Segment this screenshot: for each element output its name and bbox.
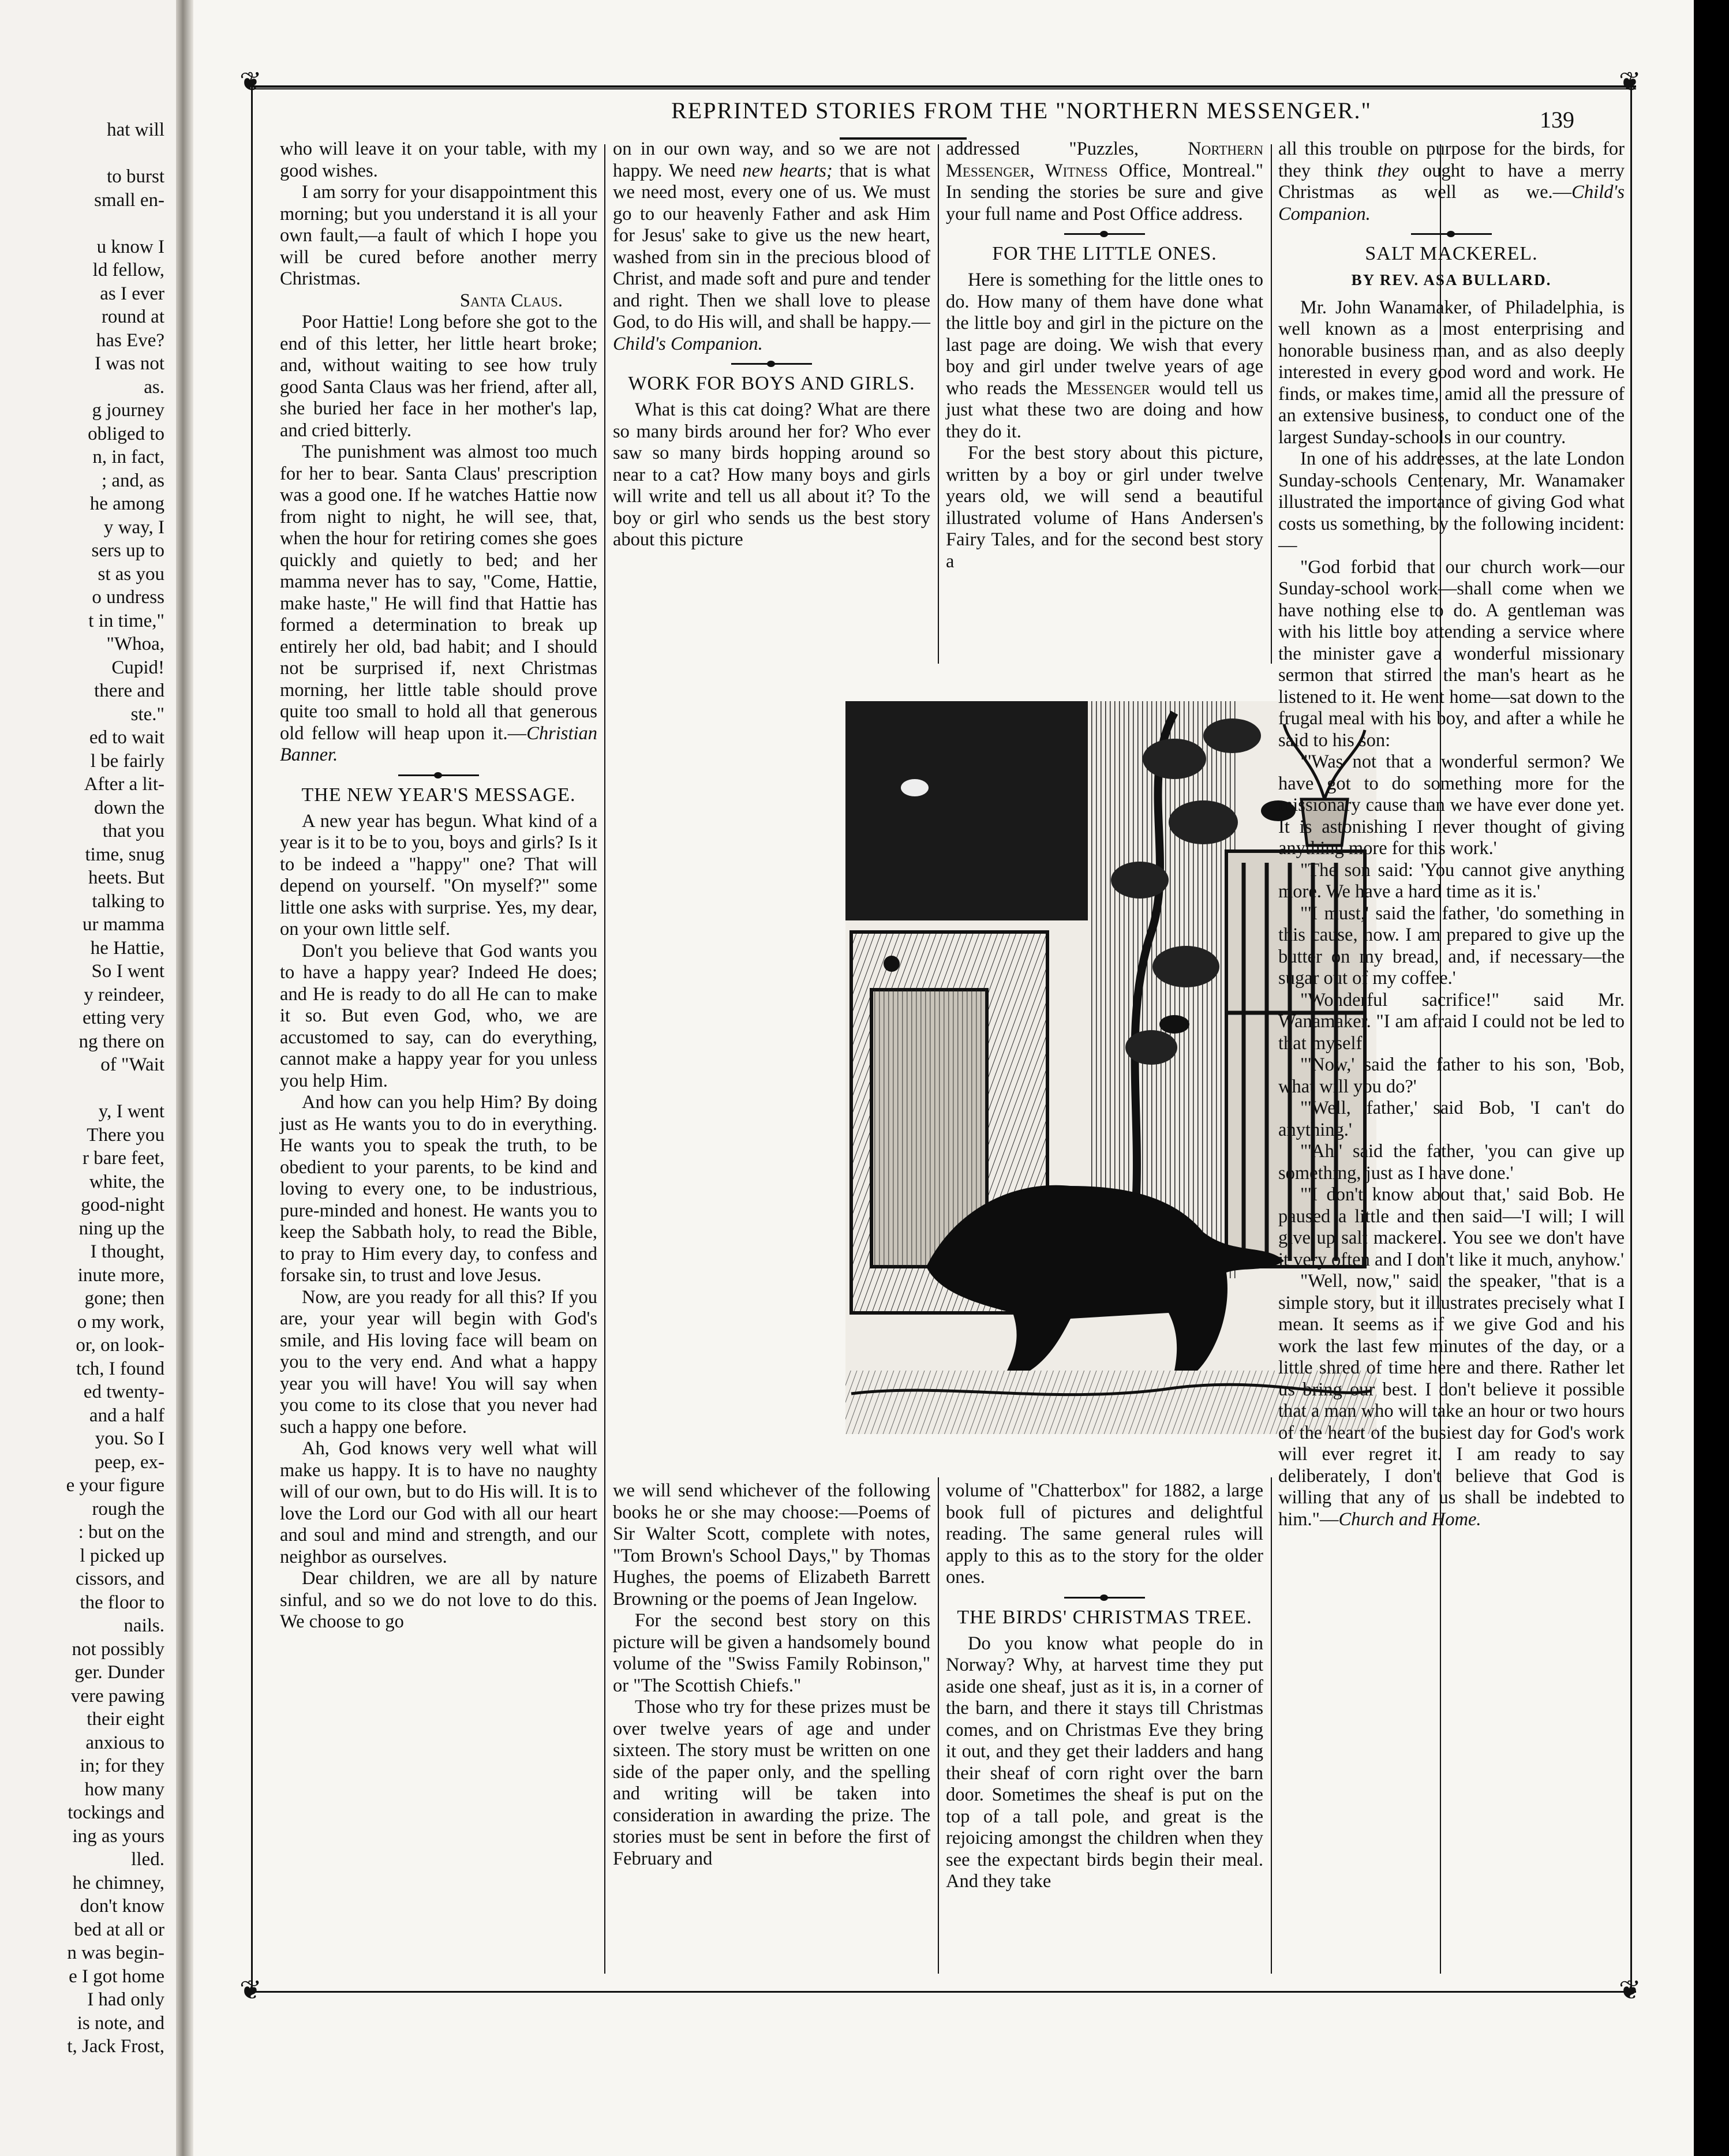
edge-line: Cupid! <box>111 657 164 678</box>
edge-line: y way, I <box>103 516 164 538</box>
paragraph: "'I don't know about that,' said Bob. He paused a little and then said—'I will; I will give up salt mackerel. You see we don't have it very often and I don't like it much, anyhow.' <box>1278 1184 1625 1270</box>
edge-line: ed twenty- <box>83 1382 164 1402</box>
right-border-line <box>1630 85 1632 1993</box>
edge-line: g journey <box>92 400 164 421</box>
small-caps-text: Northern Messenger, Witness <box>946 139 1263 181</box>
scan-border <box>1694 0 1729 2156</box>
edge-line: is note, and <box>77 2012 164 2034</box>
edge-line: u know I <box>96 236 164 257</box>
paragraph: In one of his addresses, at the late London Sunday-schools Centenary, Mr. Wanamaker illustrated the importance of giving God what costs us something, by the following incident:— <box>1278 448 1625 556</box>
section-rule <box>731 363 812 365</box>
paragraph: Do you know what people do in Norway? Why, at harvest time they put aside one sheaf, just as it is, in a corner of the barn, and there it stays till Christmas comes, and on Christmas Eve they bring it out, and they get their ladders and hang their sheaf of corn right over the barn door. Sometimes the sheaf is put on the top of a tall pole, and great is the rejoicing amongst the children when they see the expectant birds begin their meal. And they take <box>946 1633 1263 1892</box>
edge-line: that you <box>102 821 164 841</box>
column-3-bottom <box>946 1480 1263 1893</box>
edge-line: talking to <box>92 890 164 912</box>
edge-line: y, I went <box>98 1101 164 1122</box>
edge-line: st as you <box>98 563 164 585</box>
paragraph: "'Now,' said the father to his son, 'Bob, what will you do?' <box>1278 1054 1625 1097</box>
paragraph-text: Office, Montreal." In sending the stories be sure and give your full name and Post Office address. <box>946 160 1263 224</box>
section-rule <box>1064 233 1145 235</box>
paragraph: Poor Hattie! Long before she got to the end of this letter, her little heart broke; and, without waiting to see how truly good Santa Claus was her friend, after all, she buried her face in her mother's lap, and cried bitterly. <box>280 312 597 441</box>
article-heading: THE BIRDS' CHRISTMAS TREE. <box>957 1606 1252 1628</box>
small-caps-text: Messenger <box>1066 377 1150 399</box>
edge-line: as. <box>144 376 164 398</box>
edge-line: their eight <box>87 1709 164 1730</box>
previous-page-text-fragments <box>0 118 164 2058</box>
edge-line: e your figure <box>66 1475 164 1496</box>
top-border-line <box>251 85 1636 88</box>
edge-line: l be fairly <box>90 750 164 772</box>
section-rule <box>398 774 479 776</box>
edge-line: he chimney, <box>72 1872 164 1893</box>
column-rule <box>1271 144 1272 664</box>
edge-line: bed at all or <box>74 1919 164 1940</box>
paragraph: Dear children, we are all by nature sinful, and so we do not love to do this. We choose to go <box>280 1568 597 1632</box>
edge-line: I thought, <box>90 1241 164 1262</box>
edge-line <box>0 212 164 235</box>
edge-line: l picked up <box>80 1545 164 1566</box>
edge-line: the floor to <box>80 1592 164 1613</box>
paragraph: "The son said: 'You cannot give anything more. We have a hard time as it is.' <box>1278 859 1625 902</box>
edge-line: good-night <box>81 1195 164 1215</box>
column-rule <box>1271 1477 1272 1974</box>
edge-line: not possibly <box>72 1638 164 1660</box>
paragraph: Now, are you ready for all this? If you are, your year will begin with God's smile, and His loving face will beam on you to the very end. And what a happy year you will have! You will say when you come to its close that you never had such a happy one before. <box>280 1286 597 1438</box>
edge-line: don't know <box>80 1896 164 1917</box>
page-number: 139 <box>1540 107 1574 133</box>
paragraph <box>1278 139 1625 225</box>
paragraph: What is this cat doing? What are there so many birds around her for? Who ever saw so many birds hopping around so near to a cat? How many boys and girls will write and tell us all about it? To the boy or girl who sends us the best story about this picture <box>613 399 930 550</box>
paragraph-text: on in our own way, and so we are not happy. We need <box>613 139 930 181</box>
edge-line: to burst <box>107 166 164 187</box>
page-fold <box>176 0 193 2156</box>
edge-line: peep, ex- <box>95 1451 164 1473</box>
edge-line: as I ever <box>100 283 164 304</box>
edge-line: So I went <box>91 961 164 982</box>
paragraph: who will leave it on your table, with my good wishes. <box>280 139 597 181</box>
column-rule <box>604 144 605 1974</box>
source-credit: Child's Companion. <box>1278 182 1625 224</box>
top-border-line-inner <box>251 88 1636 89</box>
paragraph-text: would tell us just what these two are doing and how they do it. <box>946 377 1263 442</box>
edge-line: inute more, <box>77 1264 164 1286</box>
edge-line: you. So I <box>95 1428 164 1449</box>
paragraph-text: ought to have a merry Christmas as well as we.— <box>1278 160 1625 203</box>
paragraph: we will send whichever of the following books he or she may choose:—Poems of Sir Walter Scott, complete with notes, "Tom Brown's School Days," by Thomas Hughes, the poems of Elizabeth Barrett Browning or the poems of Jean Ingelow. <box>613 1480 930 1609</box>
column-2-top <box>613 139 930 551</box>
column-2-bottom <box>613 1480 930 1870</box>
edge-line: small en- <box>94 189 164 211</box>
edge-line: n, in fact, <box>92 447 164 467</box>
edge-line: t, Jack Frost, <box>67 2036 164 2057</box>
paragraph: volume of "Chatterbox" for 1882, a large book full of pictures and delightful reading. The same general rules will apply to this as to the story for the older ones. <box>946 1480 1263 1588</box>
edge-line: gone; then <box>84 1288 164 1309</box>
paragraph: I am sorry for your disappointment this morning; but you understand it is all your own fault,—a fault of which I hope you will be cured before another merry Christmas. <box>280 182 597 289</box>
source-credit: Child's Companion. <box>613 333 763 354</box>
edge-line: ; and, as <box>101 470 164 491</box>
column-rule <box>938 1477 939 1974</box>
paragraph: Mr. John Wanamaker, of Philadelphia, is well known as a most enterprising and honorable business man, and as also deeply interested in every good word and work. He finds, or makes time, amid all the pressure of an extensive business, to conduct one of the largest Sunday-schools in our country. <box>1278 297 1625 448</box>
edge-line: rough the <box>92 1498 164 1519</box>
corner-ornament-icon: ❦ <box>1619 66 1641 97</box>
edge-line: round at <box>101 306 164 327</box>
emphasis: new hearts; <box>742 160 833 181</box>
paragraph <box>280 441 597 766</box>
column-3-top <box>946 139 1263 572</box>
previous-page-edge <box>0 0 176 2156</box>
paragraph: "'Ah,' said the father, 'you can give up something, just as I have done.' <box>1278 1141 1625 1184</box>
edge-line: o undress <box>92 587 164 608</box>
magazine-page <box>193 0 1694 2156</box>
column-4 <box>1278 139 1625 1530</box>
article-heading: THE NEW YEAR'S MESSAGE. <box>301 784 576 806</box>
article-heading: WORK FOR BOYS AND GIRLS. <box>628 373 915 394</box>
edge-line: lled. <box>131 1849 164 1870</box>
edge-line: t in time," <box>88 610 164 631</box>
edge-line: ur mamma <box>82 914 164 935</box>
edge-line: white, the <box>89 1171 164 1192</box>
paragraph: "'Well, father,' said Bob, 'I can't do anything.' <box>1278 1098 1625 1140</box>
edge-line: heets. But <box>88 867 164 888</box>
edge-line: There you <box>87 1124 164 1146</box>
edge-line: I was not <box>95 353 164 374</box>
paragraph: Ah, God knows very well what will make us happy. It is to have no naughty will of our own, but to do His will. It is to love the Lord our God with all our heart and soul and mind and strength, and our neighbor as ourselves. <box>280 1438 597 1567</box>
paragraph: For the best story about this picture, written by a boy or girl under twelve years old, we will send a beautiful illustrated volume of Hans Andersen's Fairy Tales, and for the second best story a <box>946 443 1263 572</box>
paragraph: "God forbid that our church work—our Sunday-school work—shall come when we have nothing else to do. A gentleman was with his little boy attending a service where the minister gave a wonderful missionary sermon that stirred the man's heart as he listened to it. He went home—sat down to the frugal meal with his boy, and after a while he said to his son: <box>1278 556 1625 751</box>
edge-line <box>0 1077 164 1101</box>
edge-line: ning up the <box>78 1218 164 1239</box>
edge-line: ing as yours <box>72 1825 164 1847</box>
edge-line: tch, I found <box>76 1358 164 1379</box>
edge-line: down the <box>94 797 164 818</box>
paragraph: Don't you believe that God wants you to have a happy year? Indeed He does; and He is ready to do all He can to make it so. But even God, who, we are accustomed to say, can do everything, cannot make a happy year for you unless you help Him. <box>280 940 597 1091</box>
paragraph-text: addressed "Puzzles, <box>946 139 1188 159</box>
edge-line: he among <box>89 493 164 514</box>
paragraph: A new year has begun. What kind of a year is it to be to you, boys and girls? Is it to be indeed a "happy" one? That will depend on yourself. "On myself?" some little one asks with surprise. Yes, my dear, on your own little self. <box>280 810 597 939</box>
edge-line: hat will <box>107 119 164 140</box>
edge-line: "Whoa, <box>106 634 164 654</box>
edge-line: ste." <box>130 703 164 725</box>
section-rule <box>1064 1597 1145 1599</box>
paragraph: And how can you help Him? By doing just as He wants you to do in everything. He wants you to speak the truth, to be obedient to your parents, to be kind and loving to every one, to be industrious, pure-minded and honest. He wants you to keep the Sabbath holy, to read the Bible, to pray to Him every day, to confess and forsake sin, to trust and love Jesus. <box>280 1092 597 1286</box>
edge-line: o my work, <box>77 1311 164 1332</box>
left-border-line <box>251 85 253 1993</box>
paragraph: "'I must,' said the father, 'do something in this cause, now. I am prepared to give up the butter on my bread, and, if necessary—the sugar out of my coffee.' <box>1278 903 1625 989</box>
corner-ornament-icon: ❦ <box>239 66 262 97</box>
edge-line: ng there on <box>78 1031 164 1052</box>
edge-line: has Eve? <box>96 330 164 351</box>
source-credit: Church and Home. <box>1338 1509 1481 1530</box>
edge-line: ger. Dunder <box>74 1662 164 1683</box>
edge-line: ed to wait <box>89 727 164 748</box>
paragraph <box>946 139 1263 225</box>
paragraph: Those who try for these prizes must be over twelve years of age and under sixteen. The story must be written on one side of the paper only, and the spelling and writing will be taken into consideration in awarding the prize. The stories must be sent in before the first of February and <box>613 1697 930 1869</box>
edge-line: After a lit- <box>84 774 164 795</box>
paragraph-text: that is what we need most, every one of us. We must go to our heavenly Father and ask Him for Jesus' sake to give us the new heart, washed from sin in the precious blood of Christ, and made soft and pure and tender and right. Then we shall love to please God, to do His will, and shall be happy.— <box>613 160 930 332</box>
edge-line: etting very <box>82 1008 164 1028</box>
edge-line: time, snug <box>85 844 164 865</box>
edge-line: I had only <box>87 1989 164 2010</box>
edge-line: tockings and <box>68 1802 164 1823</box>
column-rule <box>938 144 939 664</box>
edge-line: and a half <box>89 1405 164 1426</box>
edge-line: there and <box>94 680 164 701</box>
edge-line: how many <box>84 1779 164 1800</box>
column-1 <box>280 139 597 1633</box>
edge-line: nails. <box>124 1615 164 1636</box>
edge-line: of "Wait <box>100 1054 164 1075</box>
paragraph <box>1278 1271 1625 1530</box>
edge-line: : but on the <box>78 1522 164 1543</box>
paragraph-text: all this trouble on purpose for the birds, for they think <box>1278 139 1625 181</box>
edge-line: obliged to <box>88 423 164 444</box>
edge-line: n was begin- <box>67 1942 164 1963</box>
edge-line: sers up to <box>91 540 164 561</box>
edge-line: he Hattie, <box>90 937 164 959</box>
paragraph: "'Was not that a wonderful sermon? We have got to do something more for the missionary cause than we have ever done yet. It is astonishing I never thought of giving anything more for this work.' <box>1278 751 1625 859</box>
paragraph: "Wonderful sacrifice!" said Mr. Wanamaker. "I am afraid I could not be led to that myself. <box>1278 989 1625 1054</box>
emphasis: they <box>1377 160 1409 181</box>
edge-line <box>0 142 164 166</box>
byline: BY REV. ASA BULLARD. <box>1351 271 1552 289</box>
corner-ornament-icon: ❦ <box>239 1974 262 2005</box>
edge-line: cissors, and <box>76 1569 164 1589</box>
paragraph: For the second best story on this picture will be given a handsomely bound volume of the "Swiss Family Robinson," or "The Scottish Chiefs." <box>613 1610 930 1696</box>
paragraph <box>946 270 1263 443</box>
article-heading: FOR THE LITTLE ONES. <box>992 243 1217 264</box>
edge-line: e I got home <box>69 1966 164 1987</box>
source-credit: Christian Banner. <box>280 723 597 765</box>
paragraph <box>613 139 930 355</box>
edge-line: or, on look- <box>76 1335 164 1356</box>
edge-line: anxious to <box>85 1732 164 1753</box>
edge-line: y reindeer, <box>84 984 164 1005</box>
paragraph-text: "Well, now," said the speaker, "that is a simple story, but it illustrates precisely what I mean. It seems as if we give God and his work the last few minutes of the day, or a little shred of time here and there. Rather let us bring our best. I don't believe it possible that a man who will take an hour or two hours of the heart of the busiest day for God's work will ever regret it. I am ready to say deliberately, I don't believe that God is willing that any of us shall be indebted to him."— <box>1278 1271 1625 1530</box>
section-rule <box>1411 233 1492 235</box>
corner-ornament-icon: ❦ <box>1619 1974 1641 2005</box>
edge-line: vere pawing <box>70 1685 164 1706</box>
article-heading: SALT MACKEREL. <box>1365 243 1538 264</box>
running-head: REPRINTED STORIES FROM THE "NORTHERN MESSENGER." <box>671 98 1372 123</box>
bottom-border-line <box>251 1991 1636 1993</box>
paragraph-text: Here is something for the little ones to do. How many of them have done what the little boy and girl in the picture on the last page are doing. We wish that every boy and girl under twelve years of age who reads the <box>946 270 1263 399</box>
edge-line: r bare feet, <box>83 1148 164 1169</box>
paragraph-text: The punishment was almost too much for her to bear. Santa Claus' prescription was a good one. If he watches Hattie now from night to night, he will see, that, when the hour for retiring comes she goes quickly and quietly to bed; and her mamma never has to say, "Come, Hattie, make haste," He will find that Hattie has formed a determination to break up entirely her old, bad habit; and I should not be surprised if, next Christmas morning, her little table should prove quite too small to hold all that generous old fellow will heap upon it.— <box>280 441 597 744</box>
signature: Santa Claus. <box>459 290 563 311</box>
edge-line: ld fellow, <box>92 260 164 280</box>
edge-line: in; for they <box>80 1756 164 1776</box>
